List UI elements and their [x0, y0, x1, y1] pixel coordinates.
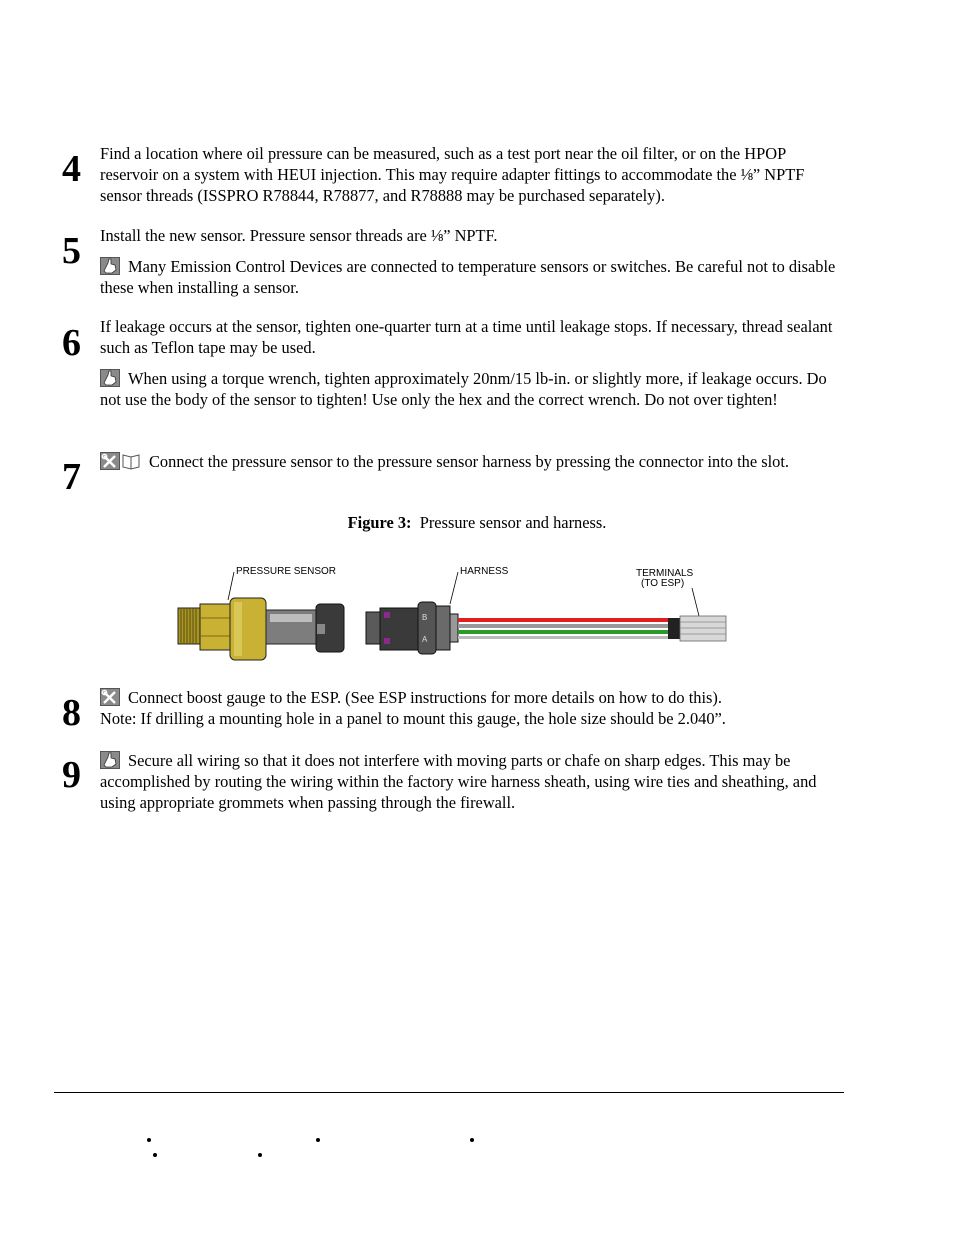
wrench-screwdriver-icon	[100, 452, 120, 470]
figure-caption-text: Pressure sensor and harness.	[419, 513, 607, 532]
hand-pointer-icon	[100, 751, 120, 769]
leader-harness	[450, 572, 458, 604]
footer-dot	[153, 1153, 157, 1157]
step-8-text: Connect boost gauge to the ESP. (See ESP instructions for more details on how to do this).	[128, 688, 722, 707]
pressure-sensor-harness-figure	[170, 560, 740, 670]
book-icon	[121, 452, 141, 470]
footer-dot	[316, 1138, 320, 1142]
step-6-note-text: When using a torque wrench, tighten approximately 20nm/15 lb-in. or slightly more, if leakage occurs. Do not use the body of the sensor to tighten! Use only the hex and the correct wrench. Do not over tighten!	[100, 369, 827, 409]
footer-dot	[147, 1138, 151, 1142]
step-5-note	[100, 256, 845, 298]
harness-wires	[458, 616, 726, 641]
step-7-text: Connect the pressure sensor to the pressure sensor harness by pressing the connector into the slot.	[149, 452, 789, 471]
step-8-note: Note: If drilling a mounting hole in a panel to mount this gauge, the hole size should be 2.040”.	[100, 709, 726, 728]
label-to-esp: (TO ESP)	[641, 578, 685, 589]
step-4-text: Find a location where oil pressure can be measured, such as a test port near the oil filter, or on the HPOP reservoir on a system with HEUI injection. This may require adapter fittings to accommodate the ⅛” NPTF sensor threads (ISSPRO R78844, R78877, and R78888 may be purchased separately).	[100, 144, 805, 205]
connector-pin-a: A	[422, 635, 428, 644]
wrench-screwdriver-icon	[100, 688, 120, 706]
step-number-5: 5	[62, 230, 81, 272]
step-8-text-block	[100, 687, 845, 729]
step-7-text-block	[100, 451, 845, 472]
step-9-text: Secure all wiring so that it does not interfere with moving parts or chafe on sharp edges. This may be accomplished by routing the wiring within the factory wire harness sheath, using wire ties and sheathing, and using appropriate grommets when passing through the firewall.	[100, 751, 817, 812]
pressure-sensor	[178, 598, 344, 660]
label-pressure-sensor: PRESSURE SENSOR	[236, 566, 337, 577]
connector-pin-b: B	[422, 613, 428, 622]
step-6-text: If leakage occurs at the sensor, tighten one-quarter turn at a time until leakage stops. If necessary, thread sealant such as Teflon tape may be used.	[100, 317, 833, 357]
harness-connector	[366, 602, 458, 654]
leader-sensor	[228, 572, 234, 600]
figure-caption	[0, 512, 954, 533]
footer-rule	[54, 1092, 844, 1093]
step-9-text-block	[100, 750, 845, 813]
figure-caption-label: Figure 3:	[347, 513, 412, 532]
leader-terminals	[692, 588, 700, 620]
step-number-8: 8	[62, 692, 81, 734]
label-terminals: TERMINALS	[636, 568, 694, 579]
step-6-note	[100, 368, 845, 410]
step-number-6: 6	[62, 322, 81, 364]
step-5-text: Install the new sensor. Pressure sensor threads are ⅛” NPTF.	[100, 226, 498, 245]
footer-dot	[470, 1138, 474, 1142]
footer-dot	[258, 1153, 262, 1157]
step-5-note-text: Many Emission Control Devices are connected to temperature sensors or switches. Be careful not to disable these when installing a sensor.	[100, 257, 836, 297]
step-number-7: 7	[62, 456, 81, 498]
label-harness: HARNESS	[460, 566, 509, 577]
step-number-9: 9	[62, 754, 81, 796]
hand-pointer-icon	[100, 369, 120, 387]
hand-pointer-icon	[100, 257, 120, 275]
step-number-4: 4	[62, 148, 81, 190]
